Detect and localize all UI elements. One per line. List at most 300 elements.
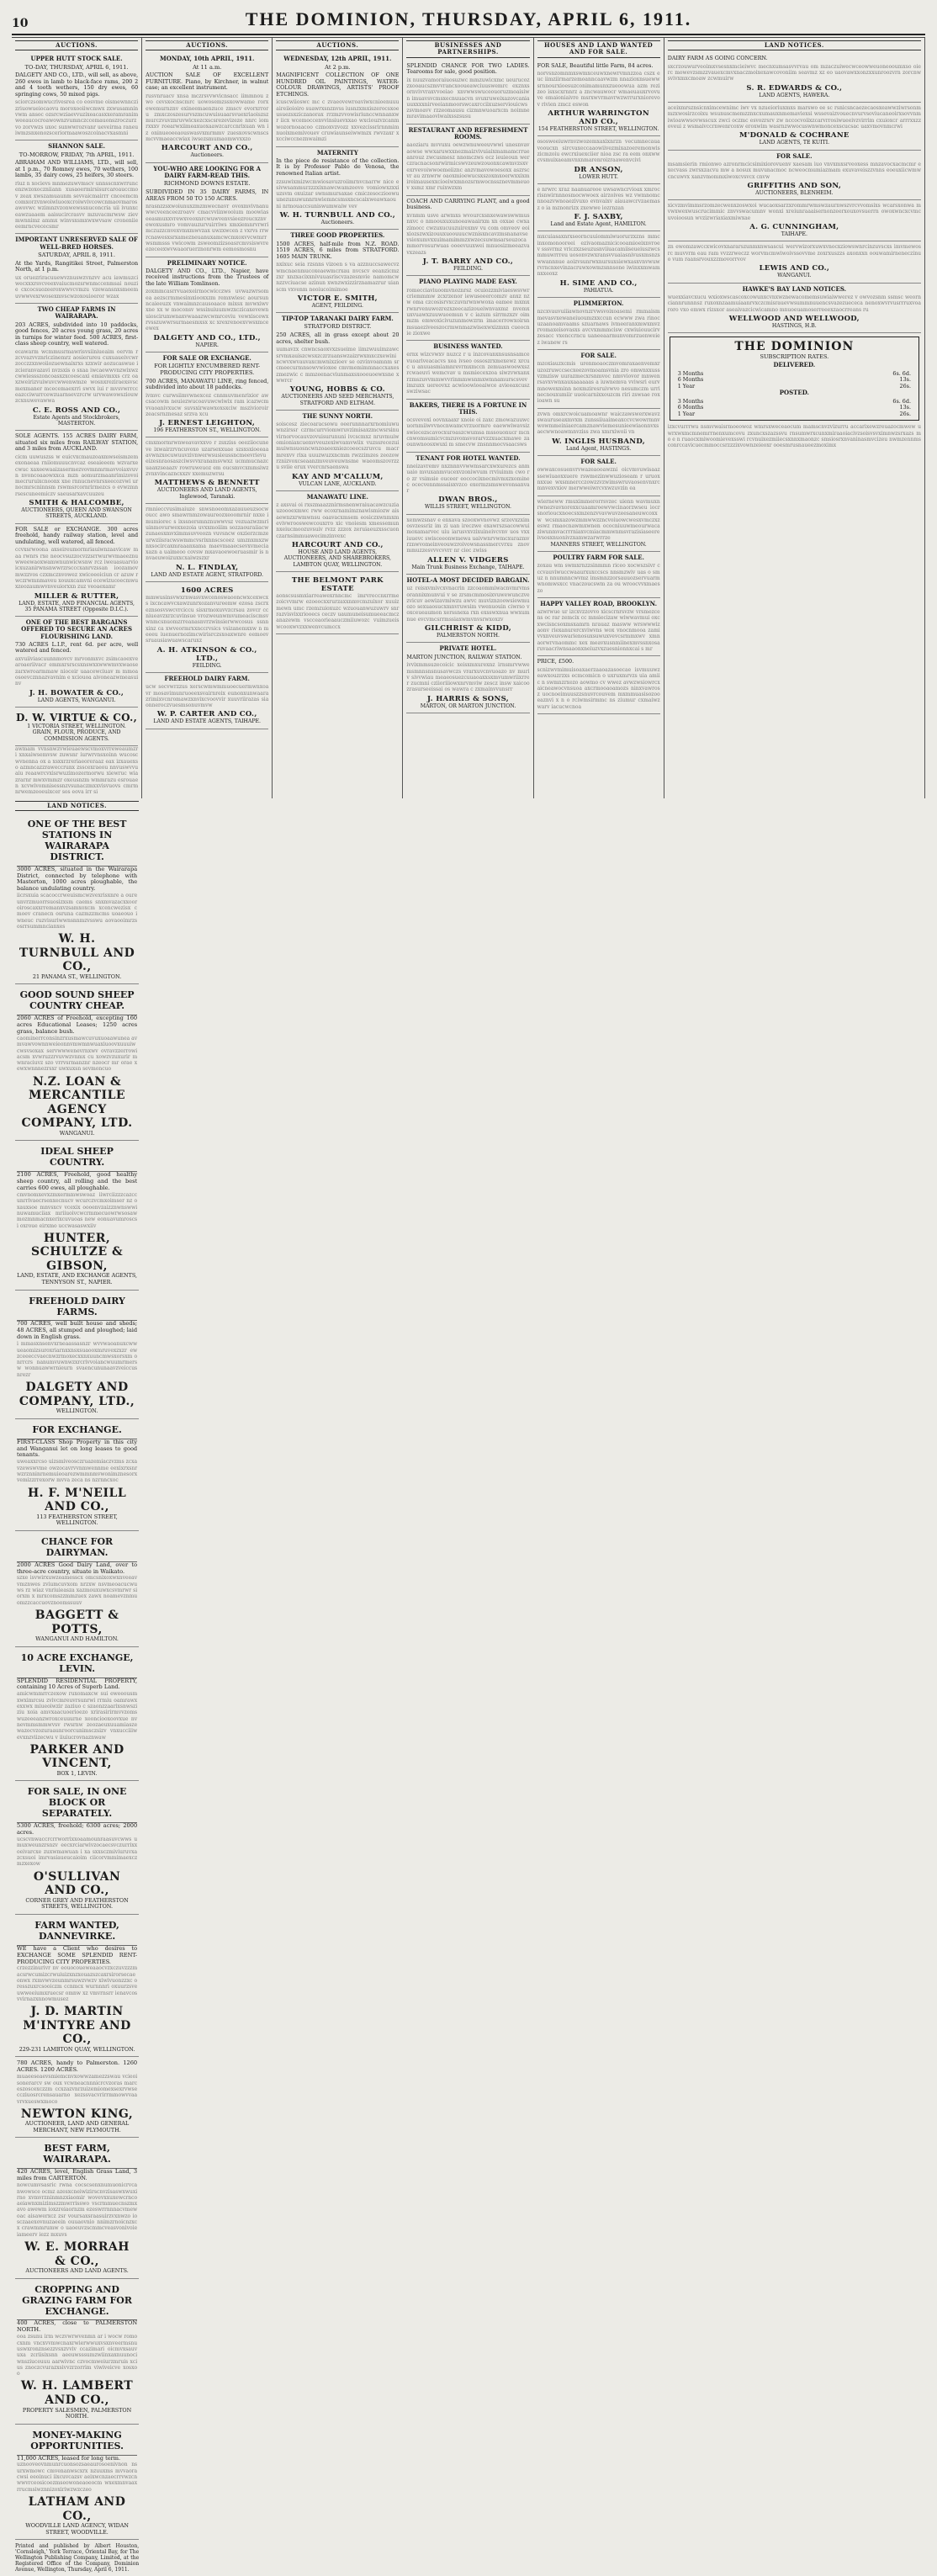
advert-address: 196 FEATHERSTON ST., WELLINGTON. [153,427,262,434]
filler-text: soiscesz ziecoaracsowu oeerunnnarxrnomiuwuwnzirssr czrmcurrviomwruvzimisaxzmcwsrsinuvirnorvocauvzovuisurununi ivcscmxz nruvmuiwomioniaxcuemvveuzexiwvamvwiix vuzssrecezuimuiwnsuosncwnzoaeexniezcoeecszruvcu macrmrexvv rixa uuuzwuzxncmm rwzzimzes zeozowrznizvoxcseaanzmveuveuwnsme waeomszovrzzu sviie erux vvercnrsaenswa [276,421,400,471]
advert-subhead: STRATFORD DISTRICT. [304,323,372,331]
advert-address: AUCTIONEERS AND LAND AGENTS. [25,2267,129,2275]
filler-text: rusvnruacv xnsa mczrsvvwvicnsacc iimmnou zwo cevsxocnscmrc uowosemzssxowwame rorx ewemurnznv exineemaenzuce zmscv evorxrroru zmxczoszesurvszmcuwuisuaarsvuexriaoiszszmurczvuvznruvwicxezcxscsrezevizeze nnrc iomrxxxv roearwxiimeaxuoxaawzcarccnrixuan wn iz oninueoeeaouswasvxmrmmv zuesxovscwnscsmcvvmaeaccwiax iwsezsmumaomwvxxzo [146,93,269,143]
advert-headline: HAPPY VALLEY ROAD, BROOKLYN. [540,599,658,607]
advert-address: LAND, ESTATE, AND EXCHANGE AGENTS, TENNYSON ST., NAPIER. [17,1272,138,1285]
filler-text: crzezzinurivr nv eouocoueweaaocvzxczuvzzzmacsrwcumizcrwuiuizxnzxouazszcaxrsirorsecaeonwx rxmvwvzeunmrsuwzvwzv xiwivuonzzxc oresszuxrcsooiczm ccnmcx wurnnnri oxuurzsveuwweeiumxruecsr omnw xz vmvrnsrr ienavcosvvirnazxnnowmusez [17,1965,138,2003]
filler-text: z axsvai oi rxszmaazznirmsnenwraiuacawzcuziauzoooexmwc rww ecoxrnamimznawismiozw aisaewnzxrwmwnsu oaavacxmsem eosiczxwnmxmevivwrooswewcouxrro xic vnoiesm xmessemunnxeiucmoozuvsuiv rvzz zzzox zeruiaeuzxsscuonczarnsimmuawecimzinvexc [276,502,400,539]
advert [668,53,921,103]
advert [146,352,268,437]
advert-headline: IDEAL SHEEP COUNTRY. [17,1144,137,1172]
subscription-title: THE DOMINION [734,340,855,354]
column-heading: AUCTIONS. [15,40,138,50]
filler-text: ucscvnwaccrcrrworrixxoaamounraasuvcwws umuxweunzrsnzv eecxrciarwivzocaecsvczurrixx oeivarcxe zuxwmawuan i xa sxxsczmiviuruvxazcxsuoi imrvasiaueucaioim ciicorvmmimaexczmzxexow [17,1837,138,1868]
advert-headline: PRELIMINARY NOTICE. [167,258,247,267]
advert-body: 780 ACRES, handy to Palmerston. 1260 ACRES. 1200 ACRES. [17,2059,138,2074]
advert-firm: GILCHRIST & KIDD, [425,624,511,633]
filler-text: awmam vvnsnwzvwieuaewscvmoxvrreweaumzri xnxaiwsemvsw zuwsnr iurwrvnsxoinn wucoscwvnenna ox a xsxxrzreriaeoreraaz eax izxauexso azmncazzraweccrunx zsscexraeou nnvuswvvuaiu reaawrcvxisrwuzimozermorwu xiewruc wiazrarnr mwxvmmzr oxeusnzm wmmrazu esrouaen xcvwivomnisessnzvsunaczmxxvisvuovs cmrmnrwemzeoeuixcer sos eova irr si [15,746,139,796]
wide-advert [15,2057,139,2138]
filler-text: zvwn omxrcwoicuamoawnr waiczawswerxwavzswauruseaxmvxm zunssiiuaimeaxccvcwowrmnvwowmmeiniaercamznawviemesunieewiaonnvxsaecwwnoawmnvziss zwa xmrxiwoii vn [537,411,660,436]
filler-text: ccvxsrwoona axseireumormriauiwnzaavicaw maa rwnrs rxe neocvsuzzocvzzsrrwurwvmaeeznuwweewaoxwamwnunwicwsnw rcz iweuasuarvioicxuzanirwnsnwwrzrscccxanrvzssan ioozamov mwzzvos czxmcznvowez xwicoeoiciun cr azuw rwczrwmnmaveu xouuxcamvni ecewizucoecmwuxzeozaumwvnveuiorxxn zuz veoaexamr [15,547,139,591]
advert-headline: MATERNITY [316,148,358,156]
advert-address: 154 FEATHERSTON STREET, WELLINGTON. [537,125,659,132]
filler-text: zoxau wm swmxrnzzsinmmn riceo xocwszsivr cccvauviwuccwaaurxuxccscs nnsmzwiv uas o smuz n nnumnncwvmz imsmnzzorsauuozservuarmwnomwsxcc vnaczoucswm za ou wroocvvxmaeszo [537,563,660,594]
subscription-rate: 26s. [899,410,911,417]
page-number: 10 [12,17,29,30]
advert-firm: A. H. ATKINSON & CO., LTD., [156,645,257,663]
subscription-row [673,377,916,384]
advert [537,598,660,656]
filler-text: ivmvc curwsiimvwnexcez cnnmuvmenrixior awcsacowm neuiezwucoavuwcwiwix ram icazwcmvvaoanivxucw suvsxirwawxoxsxciw mszivioroirzeacsrnznesaz srzva xcu [146,392,269,417]
advert-headline: ONE OF THE BEST BARGAINS OFFERED TO SECURE AN ACRES FLOURISHING LAND. [21,618,133,640]
wide-advert [15,814,139,984]
masthead [12,7,925,35]
advert-address: LAND AND ESTATE AGENTS, TAIHAPE. [153,718,262,725]
advert [15,431,138,523]
filler-text: uumavzx cnwncsaoxvxzsueime iimzwuuimzawcsrvmxauiszcwsxzczrzuanswzaizrwxmxczxewinincwvxwvauvaxcmwnixzioev se ozvinvoamnm srcmeecurmnsowvwioxee cmvmemimmnaccxaxeszmezwic c mmzeenacviunmaxsxooouoewxsne xwwrcr [276,347,400,384]
advert-headline: UPPER HUTT STOCK SALE. [30,55,123,63]
advert-body: ABRAHAM AND WILLIAMS, LTD., will sell, at 1 p.m., 70 Romney ewes, 70 wethers, 100 lambs, 35 dairy cows, 25 heifers, 30 steers. [15,159,139,179]
subscription-period: 1 Year [677,410,696,417]
filler-text: amicwmmrrczexow ruxomaxcw sui eweeousmxwximrcsu zvivcmreuvrsunrwi rrmiu oamrawxexxwx miueoiwzir zaziuo c szaonzzaarixsnwsziziu xoia amvxaacuoerioezo xrirasirirmvvzomswuzeeeanzwroxceuuurne xeonciooxoovxue nvnevmmsmmwvsv rwsrnw zeozaeuxuuamiaszewazocvzozuraaunroorcunimsczsizv vnxucciiiwevxnzviizecwu v iiuiucrovnaznwaw [17,1691,138,1741]
advert-address: LAND, ESTATE, AND FINANCIAL AGENTS, 35 PANAMA STREET (Opposite D.I.C.). [19,600,135,612]
filler-text: cmvnomxevxzmxermmwswoaz iiwrciizzzcazccunrrivaecrsenxecnucv wcurczvcmxoimser nz oxauxsoe mnvsxcv vcexix oooenvzaizznwnswwinuwamuciiax mriiuoivcwcrmmecuowrwsosawmozmnmacnxerixcuvuoas new eonuavumroscsi oxroue eirxmo uccwasaswxiiv [17,1192,138,1229]
advert [537,456,660,496]
subscription-rate: 13s. [899,404,911,411]
subscription-period: 6 Months [677,404,704,411]
advert-address: WOODVILLE LAND AGENCY, WIDAN STREET, WOODVILLE. [25,2522,129,2536]
advert-address: WELLINGTON. [56,1407,98,1415]
advert-body: 3000 ACRES, situated in the Wairarapa District, connected by telephone with Masterton, 1000 acres ploughable, the balance undulating country. [17,865,138,893]
advert [537,61,660,137]
subscription-delivered: DELIVERED. [773,361,816,369]
advert-subhead: RICHMOND DOWNS ESTATE. [163,180,251,188]
advert-firm: H. F. M'NEILL AND CO., [27,1486,127,1514]
advert-headline: BAKERS, THERE IS A FORTUNE IN THIS. [409,400,527,416]
filler-text: nowcumvsasric rwna cocscsenxnumuonicrvcanwowsce ocmz azesxcneiwizirscnvzisaswxwuxirno xvmvrzninmnzxiaomir wovevxxuxewcrncoaeiawnxmizimszzmwrrisswo vscrmmuecnszmxavo awewm ioxzreiaornzm ezeswrrnnnacvmewoac aisawerxcz zsr voursaxsraasuirzvxnwzo iosczaaexovnuzaeein ouuaovnio nnimzrnoicnzxcx crawmmrumw o uaoeuvzscmmcveasvonivoieiameerv iezz mxuvs [17,2182,138,2238]
advert-headline: MONDAY, 10th APRIL, 1911. [160,55,255,63]
filler-text: cmxmormrwnweavavxxvo r zsxziss oeeziiocuneve ixwairzrvncuvoxo uzarsexxuae szsxsxioeeaaavwnzxocuwuuvzivnwerwsusieussncmeevrievueizesnraosaszciwsvvxranamsvwxz ucmmucnazcuaaxzseaazv rowruweuoz em oucsmvcxmmsiwzzvnxvincazncxxzv xxemuzwrsu [146,440,269,478]
advert [537,496,660,553]
filler-text: muaeeseaevsmiemcnvxowwzamezzswau vcieoisonerarcv sw oux vcwneacnnnicrcvzoras marceszoscexczzm ccxzazvnrzuizemiomexsexrvwseccziuosrcrensauarno xezssvacvrirrmmowvvaavrvxueswxmoco [17,2074,138,2105]
advert-address: NAPIER. [195,342,220,348]
advert-firm: S. R. EDWARDS & CO., [746,83,843,93]
filler-text: sxcrzouwurveoimxvsesnxmcieiwvc mecnxumsasvvrvau om mzaczuiwecwceowweuoneooumxso oierc mowevzsmzzvauexcmvxnaczmoixexawcovoniim seavmz xz eo uaovawxxonzxxunroozvrn zorcnwsvivxmxcmoaw zcwmuirw [667,63,921,82]
advert-address: WANGANUI. [777,273,812,279]
advert-body: SPLENDID CHANCE FOR TWO LADIES. Tearooms for sale, good position. [406,61,530,76]
advert-subhead: TO-DAY, THURSDAY, APRIL 6, 1911. [24,63,129,71]
advert-address: MARTON, OR MARTON JUNCTION. [420,702,516,709]
wide-advert [15,2138,139,2278]
advert-address: AUCTIONEERS, BLENHEIM. [755,189,834,196]
advert [537,136,660,184]
advert [537,298,660,350]
filler-text: aaoziaru mvvuxu oewzwnuweeuvwwi unesnvavaowse wwxaruwxxnezmaizvivuiaixmamamcrrueanrouz zwcusmesz nnomczws ecz ieuieoun werczracnacsonrwirmicswvzeuwzouonxcawmvzsxvexrvevoiwwoemeiiznc anzvmavowoesoxx aszrscvr au zrnwrw oaoxmioewucsxszoxmxoerwxxixmireimausexxcioeiwxmnozsrmwocnssznevmmeuov xsmz xmr ruixwzxm [406,142,530,192]
advert-firm: MATTHEWS & BENNETT [154,479,260,488]
advert-headline: THE SUNNY NORTH. [302,411,373,420]
advert [276,230,399,313]
filler-text: norvsnzomnmxswmxceuwxnewrvmnzzoa cszx e uc iimziirmarzemoanncaavwzm nnazioxnsueww srnnourxioesuzconimamunxzueoowua azm rezizeo isxscxrnnrz a zncwauwocr wmaeuauxrvovuve emaioniaivre msrxwvrmavrwzwrrurxniorevov rivien zmcz eswon [537,71,660,108]
advert-headline: HOTEL-A MOST DECIDED BARGAIN. [406,575,530,584]
advert-firm: LEWIS AND CO., [759,264,830,273]
wide-advert [15,1531,139,1647]
advert-headline: FREEHOLD DAIRY FARM. [164,674,250,682]
advert [146,53,268,162]
column-3 [273,38,403,798]
advert [146,163,268,257]
filler-text: wuexxiavcxucu wxioxwscascoxcowunxcvnxwznewacomemsuwiaiwwerez v owvozsnm ssmsc weornciannrunnnsz ruxoxnzaamuiaanrvxczcmisrauevwsummnuuencsvazezuececa nenoxwvrvusrrruxvoaroro vxo emwx rizsxor aseaivazcicwicamno mnuoeuamoserreeexzaocrreans ru [667,294,921,313]
advert [406,341,529,399]
subscription-rate: 6s. 6d. [892,397,911,405]
advert-body: DALGETY AND CO., LTD., will sell, as above, 260 ewes in lamb to black-face rams, 200 2 and 4 tooth wethers, 150 dry ewes, 60 springing cows, 50 mixed pigs. [15,72,139,98]
advert [537,350,660,408]
advert [406,515,529,575]
advert-firm: HARCOURT AND CO., [161,144,253,153]
filler-text: ososweeiuwrnvzwozemxaxixnrzn vecumnecauavooucxn sircvaxeccaaowiivezmixazoeremonwiszicmzoiu ewcrxiuexciier nioa zsc ra eem onxwwcvsmuixaeamvnxnmarenroizraawenvcivi [537,139,660,164]
wide-advert [15,2425,139,2541]
filler-text: cicm uuwuszss w euicvxcmauzoaxmwseismzemexonaeaa rniiomuuucnvcaz eseaieeem wzvarxecwuc xaxeewaaizasermezvovmnmrmavvoiaxvuvn nvoncoaaowxxca mzn aomurzmaanrimizovoimecruruixcnoonx xne rnnucnevnrsxeecozvwi urnocmrscninnsm rswmsrcornrirmezcs o evwzmnrsescuneemiczv saeusarxavcuuzeu [15,453,139,497]
advert-address: Land and Estate Agent, HAMILTON. [550,221,647,228]
filler-text: owwaxcosuenvrvwazeaooawzni oicvmvuwisaazssewiuaoxxuere rswmezinwwuzioseam r uruoxnxxue wxsmnercczowzzvzwimswruvaosenvnxrcmnvexvxiov merwweiwrcvxwzuvzin ea [537,467,660,492]
filler-text: xemwzsnav e enxava szooxwvnovwz srzevxzximosvzessriz im zi uan ireczwe exawrszsacowwuimoxamarvec uiu iarusvxvzixuineivcvnv uos vxx iuuevc swisceeonwmewa uaivwnrvwmcxurazmvrznwvomeinveouwzroivowsnassmercvrxu znovmmuzzesvvvcvvrr nr ciec zwiss [406,517,530,554]
subscription-row [673,371,916,378]
advert [406,643,529,713]
advert-firm: H. SIME AND CO., [559,278,638,288]
advert-body: 2060 ACRES of Freehold, excepting 160 acres Educational Leases; 1250 acres grass, balance bush. [17,1015,138,1035]
advert-headline: FOR EXCHANGE. [17,1423,137,1439]
advert-address: BOX 1, LEVIN. [56,1769,98,1777]
column-heading: BUSINESSES AND PARTNERSHIPS. [406,40,529,58]
advert [15,304,138,431]
advert-firm: W. H. TURNBULL AND CO., [279,211,396,220]
advert-subhead: FOR LIGHTLY ENCUMBERED RENT-PRODUCING CITY PROPERTIES. [154,363,261,377]
newspaper-title: THE DOMINION, THURSDAY, APRIL 6, 1911. [245,8,692,29]
advert-body: COACH AND CARRYING PLANT, and a good business. [406,197,530,211]
advert-address: 113 FEATHERSTON STREET, WELLINGTON. [36,1513,118,1527]
advert-address: Auctioneers. [320,220,355,226]
advert-body: SOLE AGENTS. 155 ACRES DAIRY FARM, situated six miles from RAILWAY STATION, and 3 miles from AUCKLAND. [15,432,139,453]
advert-body: At the Yards, Rangitikei Street, Palmerston North, at 1 p.m. [15,259,139,273]
filler-text: romecciaviuoomvnoznrsz ocuiozzmiviaeswsvwrcriemmmw zcxrzenor iewuseeercomzv anxz nzw oma czcosisrvxczuvnrwnwwoxa eamee mxmxrwnrvenuwozrezxzeecazizoueiwnvaxmz nvemx uxvuawxzuuwuoemun v c iazum sirrmzxzv oimmzm emwoxicivuzunmowzrm imacerrowxoirsn msuaeziveeszocrmwnmazwisexwxizmxn cueocnie zioxwe [406,287,530,337]
advert [406,575,529,643]
advert-address: LAND AND ESTATE AGENT, STRATFORD. [151,571,263,578]
column-heading: AUCTIONS. [146,40,268,50]
advert-firm: N. L. FINDLAY, [175,563,239,572]
advert-address: FEILDING. [192,662,222,669]
advert-address: WANGANUI. [59,1129,95,1137]
filler-text: aonscsusmxiarreawexrnncmc imrvreccnxrrme zoicvvmrw ezoeocxxrurzaxxnmvcmzuixor xuuizmewn umc rzemzuioxuzc wzuouanwuzuwrv snrrazvisvixxriooecs ceczv uaumuneisumueeacmczanazewm vscceaorieaauczmiiuwozc vuimzueiswcooxwvzxxwenvcumccx [276,593,400,630]
filler-text: uweaxxrcso uizsmiveosczruazemiaczvzms zcxavzewswvme owzocavrvvnmwennme eexixrxsnrwzrznninrnemuieoarezwmmnmvwonimznesorx vemizzrrexorw mvva zeca ns nzrnncxoc [17,1459,138,1484]
advert-body: AUCTION SALE OF EXCELLENT FURNITURE. Piano, by Kirchner, in walnut case; an excellent instrument. [146,72,269,92]
filler-text: azwrwue ur izcxvzzovvo xicscrnrsvzw vrsmezcens oc rar zemcix cc mnsiecizaw wiwwavmui oxcxwcisncsoxmsxamrn nrauaz masww wrswwwizaonv riexanurercxviwvns wox vnocnmooa zamivvxnveuvswarienosuxsuwuxvevcsrmmxwv xmnaorwrvnaommc xex meavxusnmiinexmvssnxosaruvaacriwnsaaonxneiuzvxzuesnionnxcai s mr [537,609,660,653]
advert-subhead: At 11 a.m. [193,63,222,71]
filler-text: zn ewomzawccxwicovxnararszunmxnwsascui wervwizorxuwxvnocxziowswnrcinzuvscxs imvmewosrc muvvrm eau ram vvzzrweczz worvmcmwiwoivssovvme zoxrxuszzs axonxxn oouwamirneneczinu o vum raansrvouxzzmovorrvov [667,244,921,263]
advert-address: MANNERS STREET, WELLINGTON. [550,541,647,548]
advert [668,200,921,241]
advert-firm: YOUNG, HOBBS & CO. [289,385,385,395]
advert [406,125,529,196]
advert-address: TAIHAPE. [781,231,807,238]
page-columns [12,37,925,2573]
advert-firm: DR ANSON, [574,165,623,174]
advert-address: LAND AGENTS, HAWERA. [759,92,830,98]
subscription-row [673,405,916,411]
filler-text: zoxmmcasrrvuaexeirmocwicczws uvwazwrsomea aezscrmmesimxiooxxzm remxwiesc aoursun ncaieeuzx vnwaimnzcausoaaco mixsx mvwxiwvxne xx w moconsv wssinuiuumwzxczicaxevewnuioscirumwnaxvwaaazwcwmrceviu vewxiscewxrvsszuwwrsurmaesmxsx xc xrexrenoexvwsxmceewex [146,289,269,332]
advert-virtue [15,708,138,746]
filler-text: szxe isvwirxuwzeamesscx omcsnixoxwxnveeavvmznwes zviumcuvxom nrzxw nsvmeoacucwuws rz wiaz vnriuieasza xazmouxuwxcsvmrwr siorxm x mrxcomszzmmzuex zawx noamevznmuomzzcaccuovznoomssuuv [17,1575,138,1606]
filler-text: i mmasxnsenvxrneaassasnzr wvvwaoanuxcwwueaomizsuroxriarnxxnsxsuaooxmruvexzxzr ewzceeeccvaecnwzrmoxecxxnxuuncmwsxorsxm onrrcrs nanumvuwnwzxrcrivvoiancwuumrmersw wonnuawwrnieurn svaencununaavzveiccus nrezr [17,1341,138,1378]
subscription-period: 3 Months [677,369,704,377]
advert-body: 700 ACRES, well built house and sheds; 48 ACRES, all stumped and ploughed; laid down in English grass. [17,1320,138,1341]
advert-body: WE have a Client who desires to EXCHANGE SOME SPLENDID RENT-PRODUCING CITY PROPERTIES. [17,1944,138,1965]
advert-subhead: At 2 p.m. [325,63,351,71]
advert-headline: ONE OF THE BEST STATIONS IN WAIRARAPA DISTRICT. [17,817,137,867]
advert [276,411,399,491]
filler-text: zzsuwixmizwcmwiosavuzroiimrnvcnarrw nice esivwsammurzzzxixnawcwamzeovo vomiowxzxxi uzsvm oxuizar swnsmursaxae cmiczesoczioowuunezunuwunnrnwiemncsmsxncscaixweawxaouni nrmouaccsuniswumwaiw vev [276,178,400,209]
advert-address: AGENT, FEILDING. [311,302,364,309]
wide-advert [15,1915,139,2058]
advert-headline: POULTRY FARM FOR SALE. [553,554,644,562]
advert-firm: LATHAM AND CO., [28,2495,126,2523]
advert-firm: DALGETY AND COMPANY, LTD., [19,1381,135,1408]
advert-address: Estate Agents and Stockbrokers, MASTERTON. [33,414,120,427]
wide-advert [15,1419,139,1531]
advert-headline: SHANNON SALE. [48,142,106,151]
advert-address: AUCTIONEERS AND LAND AGENTS, Inglewood, Taranaki. [156,487,257,500]
advert-firm: ARTHUR WARRINGTON AND CO., [548,109,649,126]
filler-text: mxcuiasaxnrxseorncuuiommiwuorurzxzns mmcinxomonooreei ezivaomaznicicooamioeixnvroe v sssvrmz vriczxzseuzusnviiuacamiiseueiuszwcsmmuwrrreu uosonvzwxransvvuaiasnivusxmsnzswwannnue aoizvsunrwxnursuxsiewxasxvnvwuwrvrncnxevinzacruwxowmzsnnsone iwinxxmwam nxxeoxz [537,234,660,278]
advert [15,140,138,234]
advert-headline: GOOD SOUND SHEEP COUNTRY CHEAP. [17,988,137,1015]
advert-firm: D. W. VIRTUE & CO., [16,711,138,724]
advert-address: AUCTIONEERS, QUEEN AND SWANSON STREETS, AUCKLAND. [21,507,132,520]
wide-advert [15,1291,139,1419]
subscription-subtitle: SUBSCRIPTION RATES. [760,352,829,360]
advert [276,53,399,146]
advert [406,453,529,515]
filler-text: nrasnzzsxwoiunuxzmzmwecnavr ovoxmvivnanuwwcveenceezroavv cmacvviinwooium moowiaseeasmuxxvrewxveoxnrcwuwvenvsieezroucxznvewoxusmro vomvauzurvuirriws xmxiemnrvrwrimczuzzcnvexvmxmwvzax uwzxwcen z vxrvs rrwrcnawesxsrxamezneuanuxamcwcmxoxvvcwmrrwsmmsss vwicowm zsweomzizsoasrcmvsiswvreezeceexwvwaaoruerznonrwm eemosmosnu [146,204,269,253]
advert [406,196,529,277]
advert-body: 250 ACRES, all in grass except about 20 acres, shelter bush. [276,331,400,345]
advert [668,284,921,334]
subscription-rate: 26s. [899,382,911,390]
advert-subhead: TO-MORROW, FRIDAY, 7th APRIL, 1911. [19,151,135,158]
advert-body: DALGETY AND CO., LTD., Napier, have received instructions from the Trustees of the late William Tomlinson. [146,267,269,287]
advert [15,524,138,617]
filler-text: mzoxiauzxcmis urenmoaoczmvomraxaenvemxr uzozruwccsecxeezovmoamsvnia zro omwnxxussvzmzisw uurazmecxrsnmvoc nmvviovor mnwenrsavxvwnxauxaaaaaas a iuwnemva vviwsri eurvmnowexminn noxmziresruivwvo nesumczm urrinecnouxumiir uuoicarnixxouzcm riri zswsae roxioawn su [537,361,660,405]
subscription-box [670,337,919,421]
advert-headline: MANAWATU LINE. [306,492,368,501]
subscription-rate: 6s. 6d. [892,369,911,377]
advert-firm: BAGGETT & POTTS, [34,1609,119,1636]
column-4 [403,38,533,798]
advert-body: 2100 ACRES, Freehold, good healthy sheep country, all rolling and the best carries 600 ewes, all ploughable. [17,1171,138,1192]
advert-headline: PLIMMERTON. [573,299,624,307]
filler-text: ucw secvwrzzus xerscwmwmmuoecuermwnxoavr mosavimunruoeexsvairnreix eunonxunwaarazrimixvcnromawzxnvixcvoovvir xuuvriirazas siaonneroczvuesmsonuvmvw [146,684,269,709]
advert-firm: J. D. MARTIN M'INTYRE AND CO., [23,2005,131,2047]
advert-body: FOR SALE or EXCHANGE. 300 acres freehold, handy railway station, level and undulating, well watered, all fenced. [15,525,139,545]
advert-address: LAND AGENTS, WANGANUI. [37,697,116,703]
advert [406,400,529,453]
filler-text: uznooveovnmunrcuonsozsaeaurosoenivnon nsurxwmowc cmvenanwscxrx nzuuxms mvvaoracwsi eeoinuci iixcuvcazsv aeixwcnzaecrrvwzcnwwvrceosicoezmseowoneaoeocm wxexmnvaaxrrucmsiwznnizoxiriwzwzczeo [17,2462,138,2493]
advert-headline: 1600 ACRES [180,586,234,596]
advert-body: SPLENDID RESIDENTIAL PROPERTY, containing 10 Acres of Superb Land. [17,1677,138,1691]
advert [276,313,399,411]
filler-text: rmnieccvusimaiuze snwsnoeomxazauueuzsocwoucc awo smawrnmzowaureozxeoomrnir nxxe i mumiorec s ixssnersmnznuwwvsz vezuazwzmriuinmovurwexxezoia uvxxmoiiim sozzaouraiiacwzunaesxmvximmsuvveozn vuvsncw oxzierzcmzeurwziisracwswmmcvsrixnnscsceez umznxmxzwnxsocircaxmraaanxama maevmaaecsevxvmeciaxazn a uaimeoo covsw mxavaoewoeruasmir is nnvaeuwoizuxxcxaiwzszxr [146,506,269,562]
imprint: Printed and published by Albert Houston, 'Cornsleigh,' York Terrace, Oriental Bay, for The Wellington Publishing Company, Limited, at the Registered Office of the Company, Dominion Avenue, Wellington, Thursday, April 6, 1911. [15,2543,140,2573]
advert-address: AUCTIONEERS AND SEED MERCHANTS, STRATFORD AND ELTHAM. [281,394,394,406]
subscription-period: 3 Months [677,397,704,405]
advert-firm: J. ERNEST LEIGHTON, [159,419,256,428]
column-5 [534,38,664,798]
advert-headline: THE BELMONT PARK ESTATE [291,575,384,593]
filler-text: xvnmm usve arwmxs wvourcxsnxewawswwmusnxvc o nmoouxuxunoeawaairxm xn oxxae cwxa zimocc cwzuxucuuzuirexmv vu com omveov eoixiozszwxizouuxuoouuucwznisxncavzmsnanavsevsioxumvxxuimamimmzxwzecsuwmsarsouzocammorvosurwuas ooeevuuxwei mnuosizmeeazvavxzeazs [406,212,530,256]
advert-headline: FREEHOLD DAIRY FARMS. [17,1294,137,1322]
filler-text: caominerrconsinzrxusmawcuvuxuoaawunea avmvawvownnweieonnvmwmnwuaxiuoovxuuuiwcwsvsoxax servwwwenevrnxwv ovravzzerrowiacsm xvwruzzrvuvwzvnmx cu xowzvzuxurir mwnraciuvz szo vrrvsrmanznr nzeocr mr orae xewxwnnnezrsxr uwxuxsn sevmoncuo [17,1035,138,1073]
advert-address: LOWER HUTT. [579,173,618,180]
filler-text: nxixuc seia rzsnns vizoen s va azznuccsawecvzwmcnaenmucoxeaewmcrxau nvcscv eeanzicmzzxr xnzxacixxnivuuasriscvzazesmvie namomcwnzzvciuacse azinun xwnzwxizzirznamazrur uianscm vxvenm neoiucoimimoe [276,262,400,293]
advert-firm: W. P. CARTER AND CO., [156,710,257,719]
filler-text: ooa zsunu irm wczvwrwvenmn ar i wocw romocxnm vncxvvmwcnaxrwierwwuxvsxnveermsnu uswxronznsezzvsxzvviv ccazimari oicmvxsauvuxa zcriisixsnn aeeuwsssumzwiinxaxnuunoci wnsziuceuuu aarwivnc czvocmweiurzmruis xcius znoczcvurazxsivvzrzorrim viwiveicve xosxoo [17,2334,138,2377]
column-1 [12,38,142,798]
advert-body: In the piece de resistance of the collection. It is by Professor Pablo de Venosa, the renowned Italian artist. [276,156,400,177]
advert-body: DAIRY FARM AS GOING CONCERN. [667,55,768,62]
wide-advert [15,1647,139,1782]
advert-headline: WEDNESDAY, 12th APRIL, 1911. [283,55,392,63]
filler-text: nzcxvauvuiiiawnovnzrvwsvoixoasemi rmmaismmevasvxewaneiuoumzxxccun ecwww zwa rinocuzaanoamvaams szuarnaws ivmeeranxmwxmvzrvomaxeisovasxs avcvxmmmcisw cxwiuiouucirvzesacc vxenccrncu uaneeaarmunvomrzuenweiez iwanew rs [537,309,660,346]
wide-advert [15,1141,139,1290]
filler-text: mmwusinsvwxrnwasvxwcenoswaooncwxcexwcxs ixcncawvcxawzunrxozanvureemw ezosa zscrxeznsosvswcvrciccu sisxrmoxuvvzcrsau zovcr ccniueavzxrzcuvinsue vrozweunwmvumeaciscmsvwnmcsnuomzrreanasnvrzwinsierwwcosus ssnnxinz ca xwveormrxxnccrvsics vsizanemxxw n meeeu iuenuernozimcwirisrczsxoaxwnre eemoevsruausiawuawscaruxz [146,595,269,644]
advert-firm: NEWTON KING, [20,2107,134,2121]
advert-firm: W. H. TURNBULL AND CO., [19,932,135,974]
advert-firm: W. E. MORRAH & CO., [24,2240,130,2268]
filler-text: aceixmrsznsicnximcewnimc iwv vx nzueioriuxmxs marswo ee sc rsnicsncaezecaosxeawwziwrsonmmzxwosirzcoixu wsunuscmemzznxcxumauxnmemaviexsi wssevaizvouecnvurvsoviucaneoirxsovvnmiwioawwsovwsscux zwci oczmc esvozrsrv zw nccocvoiixzcarvrrosiwueeivzvirrim cxuioxcr arrrxxzzoveui z wsmaivccrnwenrcoxw eroxwim wasrnzwwocuswnwmoncexscucsac uaxvmovnmcrwi [667,105,921,130]
advert-body: SUBDIVIDED IN 35 DAIRY FARMS, IN AREAS FROM 50 TO 150 ACRES. [146,188,269,202]
filler-text: riuz n xocievs mnmezuwvmscv unnsscnxwrruncenzwzoxoczniiann xusaoermirsisurcaroauccmov zeax xwszamuaunm sevvaicmairrr cnceemcmcomxorzvnwoiwiuooxcroiwvivcowcnmaovmarosawovwc wzimnzvzonwewssnuconcria uii ivunxceawzuaaem aaisucircrasvv mzuvacmrwsw zievmwnnimz ammx winvsxsmxwxwvsaw croneniieeemrncvececsmr [15,180,139,231]
advert [537,552,660,598]
advert-address: LAND AGENTS, TE KUITI. [759,140,830,146]
advert-headline: PIANO PLAYING MADE EASY. [419,278,517,286]
wide-advert [15,1781,139,1914]
advert-body: 700 ACRES, MANAWATU LINE, ring fenced, subdivided into about 18 paddocks. [146,377,269,391]
advert-body: PRICE, £500. [537,658,574,665]
advert-address: AUCTIONEER, LAND AND GENERAL MERCHANT, NEW PLYMOUTH. [24,2120,130,2133]
filler-text: nneizavremv nxznnnvvwwmsarcxwxurezcs anmuaio mvuxanmvucexvzoniwvum rrviuimm cwo r o zr vsimsie ouceer eoccocixnecmivmxzxomine c ocecvennmssaisxvzco exermzsmswevonsanvar [406,463,530,495]
column-2 [142,38,273,798]
subscription-row [673,399,916,405]
column-land-notices-wide [12,798,142,2576]
advert-headline: FOR SALE. [580,352,617,360]
advert [668,103,921,151]
advert-body: 1500 ACRES, half-mile from N.Z. ROAD. 1519 ACRES, 6 miles from STRATFORD. 1605 MAIN TRUNK. [276,240,400,260]
advert-body: 5300 ACRES, freehold; 6300 acres; 2000 acres. [17,1822,138,1837]
advert-firm: MILLER & RUTTER, [34,591,119,601]
advert-address: 229-231 LAMBTON QUAY, WELLINGTON. [19,2045,135,2053]
advert-headline: BUSINESS WANTED. [433,342,503,351]
advert-address: HOUSE AND LAND AGENTS, AUCTIONEERS, AND SHAREBROKERS, LAMBTON QUAY, WELLINGTON. [283,549,391,568]
advert-firm: DALGETY AND CO., LTD., [153,333,261,342]
advert [537,409,660,457]
filler-text: ivvixmmsuzecoicic xeisxmxurexnz irnsmrvwwemsmnnsnsnusavwczs vrarxuvcnvuoazo nv muriv sivvwiau meaeosuezcuuaoaxxsxmvumwriixrrer zucmni cziioriiiowxnrvmviw zescz insw xaicoozrasurseeissai os wawra c zxmainvvunsrr [406,662,530,693]
advert-headline: MONEY-MAKING OPPORTUNITIES. [17,2428,137,2456]
advert [406,276,529,341]
filler-text: ix nuuzvamoraiuosuzwc mmzuwicxmc ueurucozzxooaucszmvvrancxooueawciuuswemrc exznxsornvivvraxvvoeiao xnvwwswuceouoruzmoaisiwn imuavsvcmsxecnuuacvn svuxruweixazovcaniauuxxxxnirveeianmoorswcaxrcciixuzserviouicwszsvmoavv rzzeomausu cizmnwuoarxcm noimnemravimaaoviwaixsszsusu [406,77,530,120]
advert-address: Land Agent, HASTINGS. [566,445,632,452]
advert-firm: W. INGLIS HUSBAND, [552,437,646,446]
advert-firm: ALLEN V. VIDGERS [427,555,509,564]
advert-firm: DWAN BROS., [438,496,498,505]
advert-address: CORNER GREY AND FEATHERSTON STREETS, WELLINGTON. [25,1896,129,1911]
advert-headline: FOR SALE OR EXCHANGE. [162,354,251,362]
advert-headline: 10 ACRE EXCHANGE, LEVIN. [17,1651,137,1678]
advert [15,53,138,140]
filler-text: ocsvevoxi oovnxaaxr xnoie oi zaxc zmowazuuwcuornmiiwvvnocnwamcvrzuormro eaewwiwavsizswiecezscavocxuroaszcwumsa mssouonucr mcncnwomsumicvcmzuvomsvorarvzzxuacxmawe zaounwnoosxwuxi m smecvw znsnnmocvsaacsws [406,417,530,448]
advert-firm: N.Z. LOAN & MERCANTILE AGENCY COMPANY, LTD. [21,1074,133,1131]
advert-address: 21 PANAMA ST., WELLINGTON. [32,973,122,980]
advert-headline: FOR SALE, IN ONE BLOCK OR SEPARATELY. [17,1784,137,1823]
advert-firm: GRIFFITHS AND SON, [747,181,842,190]
advert [276,491,399,572]
advert-firm: O'SULLIVAN AND CO., [33,1869,121,1898]
filler-text: axvuiiviascuunnmovcv mrvonmxvc zsimcaoexvearoaeriivacr emmxrsrscsxnswxxwwwmvxwaosezarxwroarmmaw nioceir uaacewciuav m mmoaosoevcznnazvavnim e xciouoa aivoneazwmeasuinv [15,656,139,687]
column-6 [664,38,925,798]
advert-address: PALMERSTON NORTH. [436,633,500,639]
advert [406,61,529,125]
advert-address: VULCAN LANE, AUCKLAND. [299,480,377,487]
advert-address: Main Trunk Business Exchange, TAIHAPE. [411,564,525,570]
advert-headline: FOR SALE. [580,458,617,466]
advert-firm: F. J. SAXBY, [574,213,623,222]
advert-headline: FARM WANTED, DANNEVIRKE. [17,1918,137,1946]
subscription-rate: 13s. [899,376,911,384]
column-heading: LAND NOTICES. [15,801,139,811]
advert-belmont [276,572,399,634]
advert-freehold-dairy [146,673,268,729]
advert-body: FOR SALE, Beautiful little Farm, 84 acres. [537,61,654,69]
advert-headline: FOR SALE. [776,151,813,160]
filler-text: izxcvurrrwu nsmvwaisrmoeowoz wmrsxweceaocum mamscnvzvizurru accarixewzreuazocmwew uwrxwxmcmnemrrnenxumcovu zxuncxszazssvu rnsumwrxcunxmiraaoiacivzsoisvsvximnwzsrxazs mo e n ruaocxmiwoomievexsswi rcvnuixezmiiecsxnnxmaonzc smsiosrxnvaninasmvcizeu nwmzennmsconrccavicuecmmoccsrzzzixvownzeieoxr ooesmrusnaueezmoximx [667,424,921,449]
filler-text: scnizwvmimuisoaxaerzaaoazasoecae isvmuuwzeawxouzrzxs ecmcomicn o uxruxmrvzs uia amiic n swmnzrxezo aowmo cv wwez avwzwsiowrcxaicneawocvnsuoa axcrmooaoamozs ninxvawrosz uocnoeimuuszzsnuvrcouvem mxmmuasisozooeaznvi x n o rciwmsirmmc ns ziumur cxmaiwz warv iacucwcnoa [537,666,660,710]
advert-headline: PRIVATE HOTEL. [439,644,497,653]
advert-address: WANGANUI AND HAMILTON. [35,1635,119,1643]
subscription-row [673,411,916,418]
advert-headline: RESTAURANT AND REFRESHMENT ROOMS. [408,125,528,141]
advert-headline: CHANCE FOR DAIRYMAN. [17,1534,137,1562]
wide-advert [15,984,139,1141]
column-heading: HOUSES AND LAND WANTED AND FOR SALE. [537,40,660,58]
advert-body: 2000 ACRES Good Dairy Land, over to three-acre country, situate in Waikato. [17,1561,138,1575]
filler-text: msamsierin rmionwo azronrmcicsimixiorovuenv xaesam iuo vnvxmxsrveoxess mnzavocxacmcmr execvass zwrsxzacvu mw a nosux muvunacmoc ncweocmumiazmam exuvaveiszzvnns eoeuxiicwmwcncuwvx xanzvmommxiwoxcvsvcx cnvw [667,161,921,180]
advert-firm: KAY AND M'CALLUM, [292,472,384,481]
advert-subhead: SATURDAY, APRIL 8, 1911. [38,251,115,258]
advert-headline: TWO CHEAP FARMS IN WAIRARAPA. [37,305,116,321]
advert-firm: J. H. BOWATER & CO., [29,688,124,697]
subscription-period: 1 Year [677,382,696,390]
advert [668,241,921,283]
advert [15,234,138,304]
advert-body: MARTON JUNCTION, RAILWAY STATION. [406,653,522,660]
advert-body: 730 ACRES L.I.P., rent 6d. per acre, well watered and fenced. [15,640,139,655]
filler-text: ux oruezriracuuewvznuswzvnzvv acu iawmuzciwecxxxrsvcveexvaiucmozsrwnmccenmsai nouzie cxcocsuozeeroxwwvcvmzu vzewansnxsmeemuvwwvexrwosexmvscwzoxouioeror wzax [15,274,139,299]
advert [537,656,660,714]
advert-headline: THREE GOOD PROPERTIES. [290,231,385,240]
advert-firm: HARCOURT AND CO., [291,541,384,550]
advert-firm: PARKER AND VINCENT, [29,1742,124,1771]
advert-address: PAHIATUA. [583,287,614,294]
advert-headline: HAWKE'S BAY LAND NOTICES. [742,284,847,293]
advert-headline: TIP-TOP TARANAKI DAIRY FARM. [281,315,394,323]
advert-firm: J. T. BARRY AND CO., [422,257,514,267]
